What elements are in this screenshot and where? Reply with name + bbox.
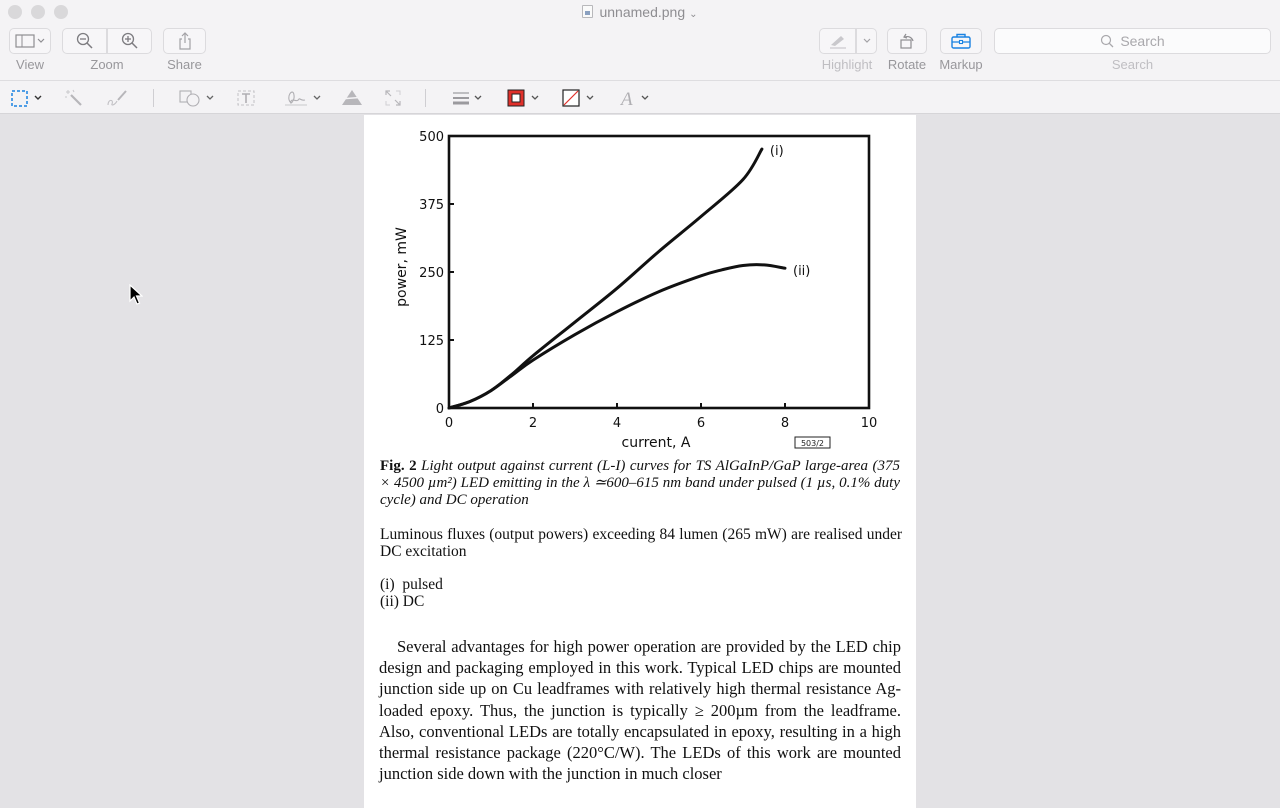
chevron-down-icon [472, 94, 484, 102]
highlight-options-button[interactable] [856, 28, 877, 54]
y-tick-label: 0 [435, 402, 444, 417]
chevron-down-icon [204, 94, 216, 102]
adjust-size-tool[interactable] [384, 89, 402, 107]
shapes-tool[interactable] [179, 89, 216, 107]
sign-tool[interactable] [283, 89, 323, 107]
series-label: (ii) [793, 264, 811, 280]
window-title-text: unnamed.png [599, 4, 686, 20]
view-label: View [16, 57, 44, 72]
figure-caption-text: Light output against current (L-I) curves for TS AlGaInP/GaP large-area (375 × 4500 µm²) LED emitting in the λ ≃600–615 nm band under pulsed (1 µs, 0.1% duty cycle) and DC operation [380, 458, 900, 508]
magic-wand-icon [64, 89, 84, 107]
x-tick-label: 10 [860, 416, 878, 431]
series-line-dc [449, 265, 785, 408]
x-tick-label: 2 [528, 416, 538, 431]
series-label: (i) [769, 144, 784, 160]
mouse-cursor-icon [129, 284, 143, 306]
legend-item-dc: (ii) DC [380, 593, 425, 610]
y-axis-label: power, mW [394, 227, 410, 307]
search-placeholder: Search [1120, 33, 1165, 49]
lx-chart [364, 115, 916, 455]
series-line-pulsed [449, 149, 762, 408]
figure-caption-label: Fig. 2 [380, 458, 417, 474]
title-bar [0, 0, 1280, 80]
rotate-button[interactable] [887, 28, 927, 54]
sidebar-icon [15, 34, 45, 48]
highlighter-icon [828, 33, 848, 49]
y-tick-label: 250 [419, 266, 444, 281]
text-style-tool[interactable] [620, 89, 651, 107]
legend-item-pulsed: (i) pulsed [380, 576, 443, 593]
body-paragraph: Several advantages for high power operation are provided by the LED chip design and packaging employed in this work. Typical LED chips are mounted junction side up on Cu leadframes with relatively high thermal resistance Ag-loaded epoxy. Thus, the junction is typically ≥ 200µm from the leadframe. Also, conventional LEDs are totally encapsulated in epoxy, resulting in a high thermal resistance package (220°C/W). The LEDs of this work are mounted junction side down with the junction in much closer [379, 637, 901, 784]
zoom-label: Zoom [90, 57, 124, 72]
zoom-in-icon [121, 32, 139, 50]
markup-button[interactable] [940, 28, 982, 54]
border-color-icon [507, 89, 525, 107]
search-input[interactable] [994, 28, 1271, 54]
dashed-rect-icon [11, 90, 28, 107]
adjust-color-tool[interactable] [340, 89, 366, 107]
share-label: Share [167, 57, 202, 72]
view-button[interactable] [9, 28, 51, 54]
text-tool[interactable] [236, 89, 256, 107]
prism-icon [340, 89, 366, 107]
x-tick-label: 4 [612, 416, 622, 431]
highlight-button[interactable] [819, 28, 856, 54]
zoom-out-icon [76, 32, 94, 50]
chevron-down-icon [584, 94, 596, 102]
toolbar-divider [153, 89, 154, 107]
figure-caption [380, 458, 900, 509]
resize-icon [384, 89, 402, 107]
window-title[interactable] [0, 4, 1280, 20]
fill-color-tool[interactable] [562, 89, 596, 107]
fill-color-icon [562, 89, 580, 107]
share-icon [177, 32, 193, 50]
chevron-down-icon [639, 94, 651, 102]
border-color-tool[interactable] [507, 89, 541, 107]
markup-label: Markup [939, 57, 983, 72]
zoom-out-button[interactable] [62, 28, 107, 54]
share-button[interactable] [163, 28, 206, 54]
chevron-down-icon [862, 37, 872, 45]
body-text [379, 636, 901, 784]
toolbar-divider [425, 89, 426, 107]
figure-code: 503/2 [800, 439, 825, 448]
sketch-tool[interactable] [106, 89, 128, 107]
line-style-icon [452, 90, 470, 106]
x-tick-label: 8 [780, 416, 790, 431]
search-icon [1100, 34, 1114, 48]
rotate-icon [897, 31, 917, 51]
shape-style-tool[interactable] [452, 89, 484, 107]
y-tick-label: 125 [419, 334, 444, 349]
chevron-down-icon [32, 94, 44, 102]
highlight-label: Highlight [821, 57, 873, 72]
markup-toolbar [0, 80, 1280, 114]
rectangular-selection-tool[interactable] [11, 89, 44, 107]
font-icon [620, 89, 636, 107]
shapes-icon [179, 89, 201, 107]
png-file-icon [582, 5, 593, 18]
toolbox-icon [950, 32, 972, 50]
x-axis-label: current, A [621, 435, 691, 451]
svg-text:A: A [621, 89, 633, 107]
y-tick-label: 500 [419, 130, 444, 145]
chevron-down-icon [529, 94, 541, 102]
chevron-down-icon: ⌄ [689, 9, 698, 20]
y-tick-label: 375 [419, 198, 444, 213]
legend-list [380, 576, 443, 610]
signature-icon [283, 89, 309, 107]
instant-alpha-tool[interactable] [64, 89, 84, 107]
text-box-icon [236, 89, 256, 107]
x-tick-label: 0 [444, 416, 454, 431]
rotate-label: Rotate [887, 57, 927, 72]
figure-note: Luminous fluxes (output powers) exceeding 84 lumen (265 mW) are realised under DC excitation [380, 526, 902, 560]
search-label: Search [1111, 57, 1154, 72]
zoom-in-button[interactable] [107, 28, 152, 54]
pen-icon [106, 89, 128, 107]
x-tick-label: 6 [696, 416, 706, 431]
document-page [364, 115, 916, 808]
chevron-down-icon [311, 94, 323, 102]
